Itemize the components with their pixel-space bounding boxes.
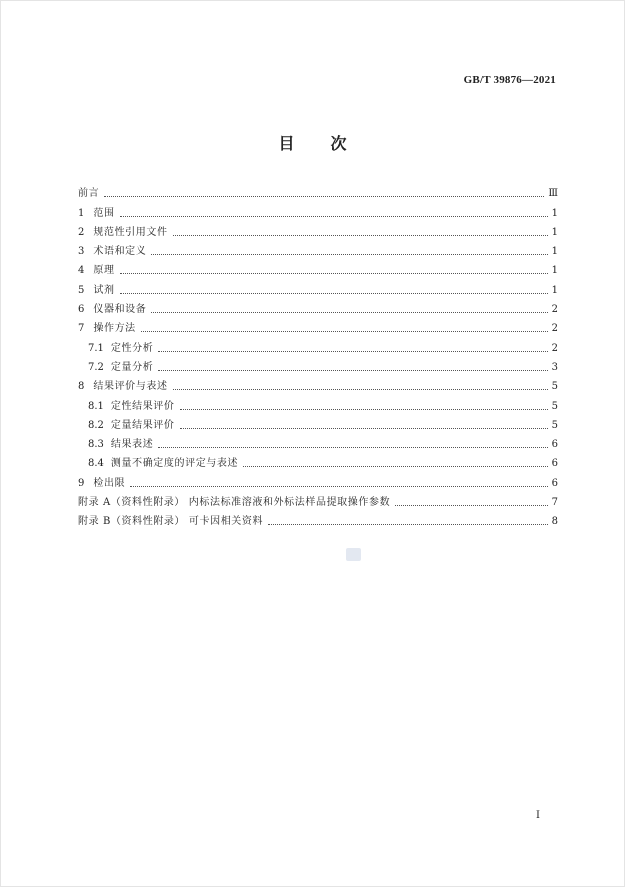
toc-leader-dots (158, 447, 547, 448)
toc-entry-page: 7 (551, 497, 558, 509)
toc-leader-dots (120, 293, 548, 294)
toc-entry[interactable] (78, 413, 558, 432)
toc-entry-page: 2 (551, 342, 558, 354)
toc-entry-number: 5 (78, 284, 85, 296)
toc-leader-dots (130, 486, 547, 487)
toc-entry[interactable] (78, 374, 558, 393)
toc-title (1, 131, 624, 154)
toc-leader-dots (141, 331, 548, 332)
toc-entry-label: 范围 (93, 207, 115, 219)
toc-entry[interactable] (78, 470, 558, 489)
toc-entry-label: 规范性引用文件 (93, 226, 168, 238)
toc-entry-number: 7 (78, 323, 85, 335)
toc-entry-page: Ⅲ (548, 188, 558, 200)
toc-leader-dots (173, 389, 548, 390)
toc-entry[interactable] (78, 393, 558, 412)
toc-entry-page: 5 (551, 419, 558, 431)
toc-entry[interactable] (78, 297, 558, 316)
toc-entry[interactable] (78, 509, 558, 528)
toc-entry-page: 2 (551, 304, 558, 316)
toc-entry[interactable] (78, 490, 558, 509)
toc-entry-label: 检出限 (93, 477, 126, 489)
toc-leader-dots (395, 505, 547, 506)
toc-entry-page: 1 (551, 284, 558, 296)
toc-entry-page: 6 (551, 439, 558, 451)
toc-entry[interactable] (78, 258, 558, 277)
toc-leader-dots (243, 466, 548, 467)
toc-entry-label: 结果表述 (110, 439, 154, 451)
toc-entry-page: 6 (551, 458, 558, 470)
toc-entry-label: 定性分析 (110, 342, 154, 354)
toc-entry-label: 术语和定义 (93, 246, 147, 258)
toc-entry[interactable] (78, 239, 558, 258)
toc-entry-number: 3 (78, 246, 85, 258)
toc-leader-dots (180, 409, 548, 410)
toc-entry-label: 定量结果评价 (110, 419, 175, 431)
toc-entry-label: 定量分析 (110, 361, 154, 373)
toc-entry-page: 2 (551, 323, 558, 335)
toc-entry-number: 6 (78, 304, 85, 316)
toc-leader-dots (180, 428, 548, 429)
page-number: I (536, 810, 540, 821)
toc-entry-page: 8 (551, 516, 558, 528)
toc-entry-label: 试剂 (93, 284, 115, 296)
toc-leader-dots (268, 524, 548, 525)
toc-entry-number: 8.4 (88, 458, 104, 470)
toc-entry-label: 测量不确定度的评定与表述 (110, 458, 239, 470)
toc-leader-dots (151, 312, 547, 313)
toc-entry-label: 附录 B（资料性附录） 可卡因相关资料 (78, 516, 264, 528)
toc-entry-label: 仪器和设备 (93, 304, 147, 316)
watermark-icon (346, 548, 361, 561)
toc-entry[interactable] (78, 220, 558, 239)
toc-entry-number: 7.1 (88, 342, 104, 354)
toc-entry-page: 6 (551, 477, 558, 489)
toc-entry-page: 1 (551, 207, 558, 219)
toc-entry-page: 1 (551, 226, 558, 238)
table-of-contents (78, 181, 558, 528)
toc-entry-page: 5 (551, 381, 558, 393)
toc-entry-number: 4 (78, 265, 85, 277)
toc-leader-dots (120, 273, 548, 274)
toc-leader-dots (173, 235, 548, 236)
toc-entry-number: 7.2 (88, 361, 104, 373)
toc-entry-label: 前言 (78, 188, 100, 200)
toc-entry-label: 原理 (93, 265, 115, 277)
toc-entry-page: 5 (551, 400, 558, 412)
toc-entry-number: 1 (78, 207, 85, 219)
toc-entry[interactable] (78, 335, 558, 354)
toc-entry-number: 8.2 (88, 419, 104, 431)
toc-entry[interactable] (78, 277, 558, 296)
toc-leader-dots (104, 196, 544, 197)
toc-leader-dots (120, 216, 548, 217)
toc-entry-number: 8.3 (88, 439, 104, 451)
toc-entry-page: 1 (551, 265, 558, 277)
toc-entry-number: 2 (78, 226, 85, 238)
toc-entry-number: 8.1 (88, 400, 104, 412)
toc-entry-label: 附录 A（资料性附录） 内标法标准溶液和外标法样品提取操作参数 (78, 497, 391, 509)
toc-entry[interactable] (78, 355, 558, 374)
standard-code: GB/T 39876—2021 (463, 74, 556, 86)
toc-leader-dots (158, 370, 547, 371)
toc-entry[interactable] (78, 432, 558, 451)
toc-entry-number: 9 (78, 477, 85, 489)
toc-entry-label: 操作方法 (93, 323, 136, 335)
toc-entry-page: 3 (551, 361, 558, 373)
toc-leader-dots (158, 351, 547, 352)
toc-title-part: 次 (330, 134, 347, 153)
toc-entry[interactable] (78, 200, 558, 219)
toc-entry[interactable] (78, 181, 558, 200)
toc-leader-dots (151, 254, 547, 255)
toc-entry[interactable] (78, 451, 558, 470)
toc-title-part: 目 (278, 134, 295, 153)
toc-entry-label: 结果评价与表述 (93, 381, 168, 393)
toc-entry-number: 8 (78, 381, 85, 393)
toc-entry-page: 1 (551, 246, 558, 258)
toc-entry-label: 定性结果评价 (110, 400, 175, 412)
toc-entry[interactable] (78, 316, 558, 335)
